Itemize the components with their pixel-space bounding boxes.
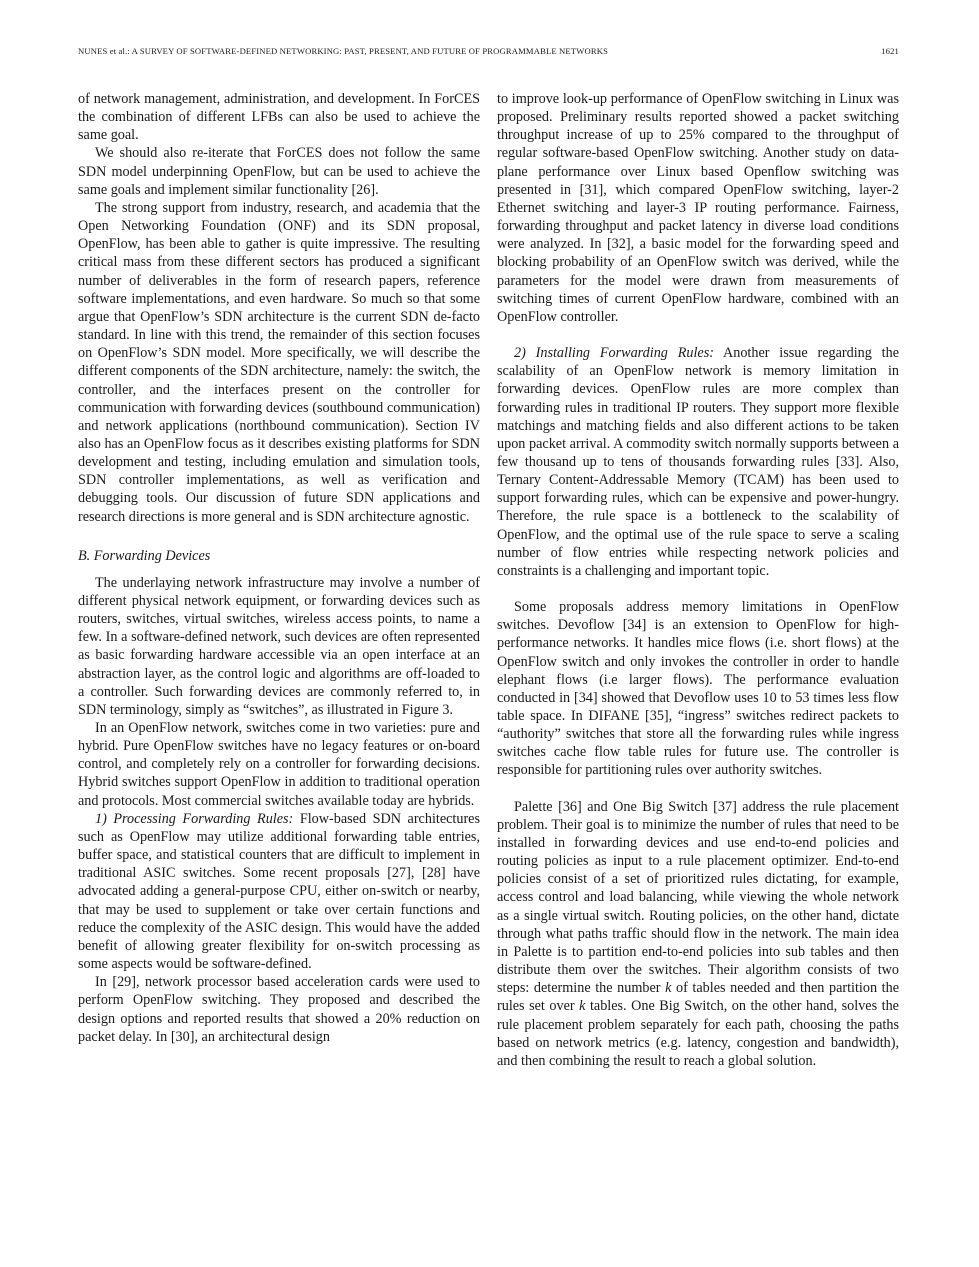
- section-heading: B. Forwarding Devices: [78, 547, 211, 564]
- running-head-title: NUNES et al.: A SURVEY OF SOFTWARE-DEFINED NETWORKING: PAST, PRESENT, AND FUTURE OF PROGRAMMABLE NETWORKS: [78, 46, 608, 56]
- paragraph-text: Another issue regarding the scalability of an OpenFlow network is memory limitation in forwarding devices. OpenFlow rules are more complex than forwarding rules in traditional IP routers. They support more flexible matchings and matching fields and also different actions to be taken upon packet arrival. A commodity switch normally supports between a few thousand up to tens of thousands forwarding rules [33]. Also, Ternary Content-Addressable Memory (TCAM) has been used to support forwarding rules, which can be expensive and power-hungry. Therefore, the rule space is a bottleneck to the scalability of OpenFlow, and the optimal use of the rule space to serve a scaling number of flow entries while respecting network policies and constraints is a challenging and important topic.: [497, 345, 899, 579]
- paragraph-text: compared to the throughput of regular software-based OpenFlow switching. Another study on data-plane performance over Linux based Openflow switching was presented in [31], which compared OpenFlow switching, layer-2 Ethernet switching and layer-3 IP routing performance. Fairness, forwarding throughput and packet latency in diverse load conditions were analyzed. In [32], a basic model for the forwarding speed and blocking probability of an OpenFlow switch was derived, while the parameters for the model were drawn from measurements of switching times of current OpenFlow hardware, combined with an OpenFlow controller.: [497, 127, 899, 325]
- paragraph-text: tables. One Big Switch, on the other hand, solves the rule placement problem separately for each path, choosing the paths based on network metrics (e.g. latency, congestion and bandwidth), and then combining the result to reach a global solution.: [497, 998, 899, 1069]
- paragraph: The underlaying network infrastructure may involve a number of different physical network equipment, or forwarding devices such as routers, switches, virtual switches, wireless access points, to name a few. In a software-defined network, such devices are often represented as basic forwarding hardware accessible via an open interface at an abstraction layer, as the control logic and algorithms are off-loaded to a controller. Such forwarding devices are commonly referred to, in SDN terminology, simply as “switches”, as illustrated in Figure 3.: [78, 574, 480, 718]
- subsection-label: 1) Processing Forwarding Rules:: [95, 810, 294, 827]
- paragraph: [497, 344, 899, 580]
- subsection-label: 2) Installing Forwarding Rules:: [514, 345, 714, 362]
- paragraph-text: of tables needed and then partition the rules set over: [497, 980, 899, 1015]
- paragraph: The strong support from industry, research, and academia that the Open Networking Foundation (ONF) and its SDN proposal, OpenFlow, has been able to gather is quite impressive. The resulting critical mass from these different sectors has produced a significant number of deliverables in the form of research papers, reference software implementations, and even hardware. So much so that some argue that OpenFlow’s SDN architecture is the current SDN de-facto standard. In line with this trend, the remainder of this section focuses on OpenFlow’s SDN model. More specifically, we will describe the different components of the SDN architecture, namely: the switch, the controller, and the interfaces present on the controller for communication with forwarding devices (southbound communication) and network applications (northbound communication). Section IV also has an OpenFlow focus as it describes existing platforms for SDN development and testing, including emulation and simulation tools, SDN controller implementations, as well as verification and debugging tools. Our discussion of future SDN applications and research directions is more general and is SDN architecture agnostic.: [78, 199, 480, 525]
- left-column: [78, 90, 480, 1046]
- paragraph: [78, 810, 480, 973]
- inline-math: k: [579, 998, 586, 1015]
- paragraph-text: Palette [36] and One Big Switch [37] address the rule placement problem. Their goal is to minimize the number of rules that need to be installed in forwarding devices and use end-to-end policies and routing policies as input to a rule placement optimizer. End-to-end policies consist of a set of prioritized rules dictating, for example, access control and load balancing, while viewing the whole network as a single virtual switch. Routing policies, on the other hand, dictate through what paths traffic should flow in the network. The main idea in Palette is to partition end-to-end policies into sub tables and then distribute them over the switches. Their algorithm consists of two steps: determine the number: [497, 798, 899, 997]
- paragraph-text: to improve look-up performance of OpenFlow switching in Linux was proposed. Preliminary results reported showed a packet switching throughput increase of up to: [497, 91, 899, 144]
- paragraph: [497, 90, 899, 326]
- paragraph: In an OpenFlow network, switches come in two varieties: pure and hybrid. Pure OpenFlow switches have no legacy features or on-board control, and completely rely on a controller for forwarding decisions. Hybrid switches support OpenFlow in addition to traditional operation and protocols. Most commercial switches available today are hybrids.: [78, 720, 480, 809]
- running-head: [78, 46, 899, 56]
- paragraph: Some proposals address memory limitations in OpenFlow switches. Devoflow [34] is an extension to OpenFlow for high-performance networks. It handles mice flows (i.e. short flows) at the OpenFlow switch and only invokes the controller in order to handle elephant flows (i.e larger flows). The performance evaluation conducted in [34] showed that Devoflow uses 10 to 53 times less flow table space. In DIFANE [35], “ingress” switches redirect packets to “authority” switches that store all the forwarding rules while ingress switches cache flow table rules for future use. The controller is responsible for partitioning rules over authority switches.: [497, 599, 899, 779]
- paragraph: In [29], network processor based acceleration cards were used to perform OpenFlow switching. They proposed and described the design options and reported results that showed a 20% reduction on packet delay. In [30], an architectural design: [78, 974, 480, 1045]
- inline-math: 25%: [678, 127, 705, 144]
- inline-math: k: [665, 980, 672, 997]
- paragraph-text: Flow-based SDN architectures such as OpenFlow may utilize additional forwarding table entries, buffer space, and statistical counters that are difficult to implement in traditional ASIC switches. Some recent proposals [27], [28] have advocated adding a general-purpose CPU, either on-switch or nearby, that may be used to supplement or take over certain functions and reduce the complexity of the ASIC design. This would have the added benefit of allowing greater flexibility for on-switch processing as some aspects would be software-defined.: [78, 810, 480, 973]
- paragraph: We should also re-iterate that ForCES does not follow the same SDN model underpinning OpenFlow, but can be used to achieve the same goals and implement similar functionality [26].: [78, 145, 480, 198]
- right-column: [497, 90, 899, 1070]
- paragraph: of network management, administration, and development. In ForCES the combination of different LFBs can also be used to achieve the same goal.: [78, 91, 480, 144]
- paragraph: [497, 798, 899, 1070]
- page-number: 1621: [881, 46, 899, 56]
